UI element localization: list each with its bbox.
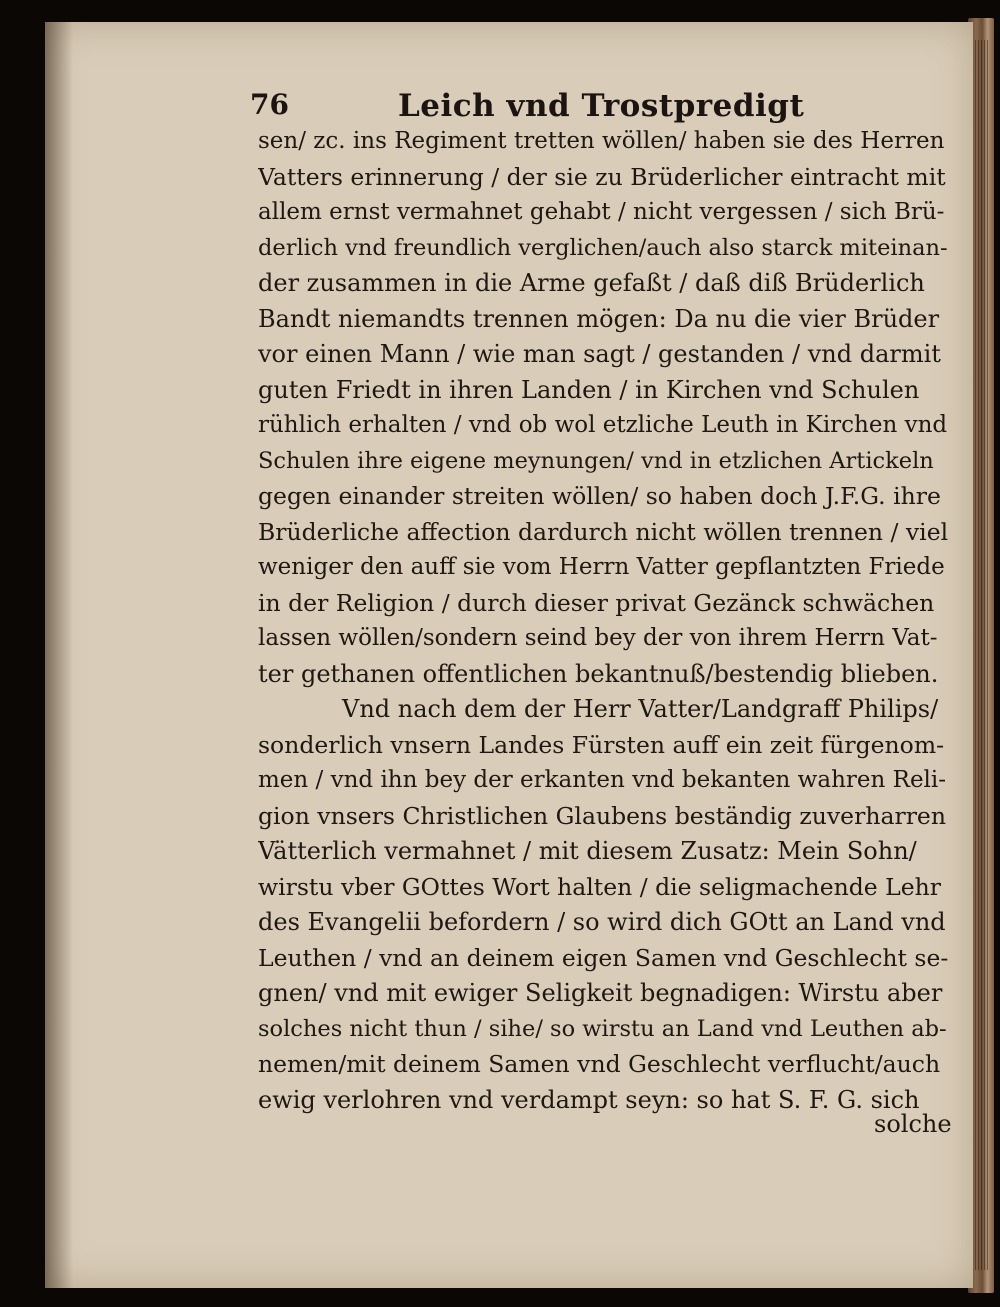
body-text bbox=[258, 124, 948, 1118]
text-line: men / vnd ihn bey der erkanten vnd bekanten wahren Reli- bbox=[258, 767, 947, 793]
text-line: lassen wöllen/sondern seind bey der von ihrem Herrn Vat- bbox=[258, 625, 938, 651]
text-line: in der Religion / durch dieser privat Gezänck schwächen bbox=[258, 588, 935, 617]
text-line: solches nicht thun / sihe/ so wirstu an Land vnd Leuthen ab- bbox=[258, 1015, 947, 1042]
text-line: Brüderliche affection dardurch nicht wöllen trennen / viel bbox=[258, 517, 948, 546]
page-gutter-shadow bbox=[45, 22, 73, 1288]
page-edges bbox=[975, 40, 989, 1270]
text-line: gnen/ vnd mit ewiger Seligkeit begnadigen: Wirstu aber bbox=[258, 979, 943, 1007]
paragraph-start-line: Vnd nach dem der Herr Vatter/Landgraff Philips/ bbox=[342, 695, 939, 723]
text-line: sen/ zc. ins Regiment tretten wöllen/ haben sie des Herren bbox=[258, 128, 945, 154]
running-title: Leich vnd Trostpredigt bbox=[398, 88, 805, 124]
text-line: der zusammen in die Arme gefaßt / daß diß Brüderlich bbox=[258, 269, 925, 297]
text-line: ewig verlohren vnd verdampt seyn: so hat S. F. G. sich bbox=[258, 1085, 920, 1114]
text-line: gegen einander streiten wöllen/ so haben doch J.F.G. ihre bbox=[258, 482, 941, 510]
text-line: ter gethanen offentlichen bekantnuß/bestendig blieben. bbox=[258, 659, 939, 688]
text-line: nemen/mit deinem Samen vnd Geschlecht verflucht/auch bbox=[258, 1050, 941, 1078]
text-line: Leuthen / vnd an deinem eigen Samen vnd Geschlecht se- bbox=[258, 943, 948, 972]
text-line: vor einen Mann / wie man sagt / gestanden / vnd darmit bbox=[258, 340, 941, 368]
page-number: 76 bbox=[250, 88, 289, 121]
text-line: weniger den auff sie vom Herrn Vatter gepflantzten Friede bbox=[258, 554, 945, 580]
text-line: Vatters erinnerung / der sie zu Brüderlicher eintracht mit bbox=[258, 162, 946, 191]
text-line: wirstu vber GOttes Wort halten / die seligmachende Lehr bbox=[258, 872, 942, 901]
text-line: rühlich erhalten / vnd ob wol etzliche Leuth in Kirchen vnd bbox=[258, 412, 948, 438]
text-line: gion vnsers Christlichen Glaubens beständig zuverharren bbox=[258, 801, 946, 830]
text-line: derlich vnd freundlich verglichen/auch also starck miteinan- bbox=[258, 234, 948, 261]
text-line: allem ernst vermahnet gehabt / nicht vergessen / sich Brü- bbox=[258, 199, 945, 225]
text-line: Bandt niemandts trennen mögen: Da nu die vier Brüder bbox=[258, 304, 940, 333]
text-line: des Evangelii befordern / so wird dich GOtt an Land vnd bbox=[258, 908, 946, 936]
text-line: Schulen ihre eigene meynungen/ vnd in etzlichen Artickeln bbox=[258, 447, 934, 474]
text-line: sonderlich vnsern Landes Fürsten auff ein zeit fürgenom- bbox=[258, 730, 945, 759]
page-header bbox=[250, 88, 810, 128]
text-line: guten Friedt in ihren Landen / in Kirchen vnd Schulen bbox=[258, 375, 920, 404]
text-line: Vätterlich vermahnet / mit diesem Zusatz: Mein Sohn/ bbox=[258, 837, 917, 865]
catchword: solche bbox=[874, 1110, 952, 1138]
